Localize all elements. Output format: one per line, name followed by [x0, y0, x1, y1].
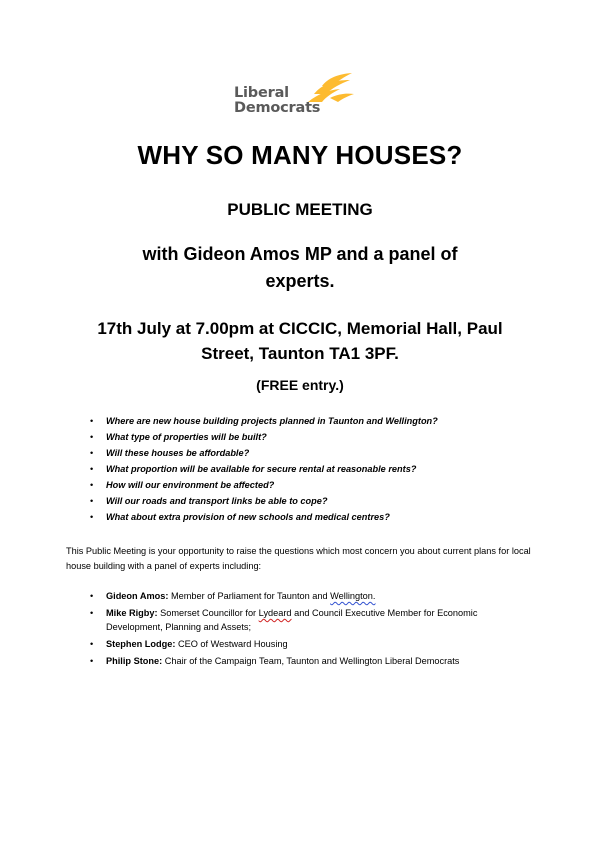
panel-member-role: Chair of the Campaign Team, Taunton and Wellington Liberal Democrats [162, 656, 460, 666]
question-item: • Will our roads and transport links be able to cope? [80, 493, 438, 509]
panel-member-role: CEO of Westward Housing [175, 639, 288, 649]
guests-line-2: experts. [265, 271, 335, 291]
panel-member [80, 589, 520, 603]
panel-member-name: Mike Rigby: [106, 608, 158, 618]
entry-note: (FREE entry.) [256, 377, 344, 393]
date-venue-line-2: Street, Taunton TA1 3PF. [201, 344, 399, 363]
panel-member-role-marked: Wellington. [330, 591, 376, 601]
meeting-subtitle: PUBLIC MEETING [227, 200, 373, 219]
question-item: • Will these houses be affordable? [80, 445, 438, 461]
panel-member [80, 654, 520, 668]
guests-line-1: with Gideon Amos MP and a panel of [142, 244, 458, 264]
question-item: • Where are new house building projects planned in Taunton and Wellington? [80, 413, 438, 429]
question-item: • What proportion will be available for secure rental at reasonable rents? [80, 461, 438, 477]
logo-line-2: Democrats [234, 100, 321, 116]
date-venue-line-1: 17th July at 7.00pm at CICCIC, Memorial Hall, Paul [97, 319, 503, 338]
question-item: • What type of properties will be built? [80, 429, 438, 445]
intro-paragraph: This Public Meeting is your opportunity to raise the questions which most concern you about current plans for local house building with a panel of experts including: [66, 546, 531, 571]
lib-dem-logo [234, 72, 374, 122]
panel-list [80, 589, 520, 671]
panel-member-name: Gideon Amos: [106, 591, 169, 601]
date-venue [0, 316, 600, 366]
panel-member-name: Stephen Lodge: [106, 639, 176, 649]
logo-line-1: Liberal [234, 85, 289, 101]
guests-heading [0, 241, 600, 295]
question-item: • What about extra provision of new schools and medical centres? [80, 509, 438, 525]
panel-member [80, 637, 520, 651]
panel-member [80, 606, 520, 634]
panel-member-role-end: and Council Executive Member for Economic Development, Planning and Assets; [106, 608, 478, 632]
page-title: WHY SO MANY HOUSES? [137, 140, 463, 170]
panel-member-role: Member of Parliament for Taunton and [168, 591, 331, 601]
logo-wordmark [234, 86, 320, 116]
questions-list [80, 413, 438, 525]
panel-member-role: Somerset Councillor for [157, 608, 259, 618]
panel-member-role-marked: Lydeard [258, 608, 292, 618]
question-item: • How will our environment be affected? [80, 477, 438, 493]
panel-member-name: Philip Stone: [106, 656, 163, 666]
